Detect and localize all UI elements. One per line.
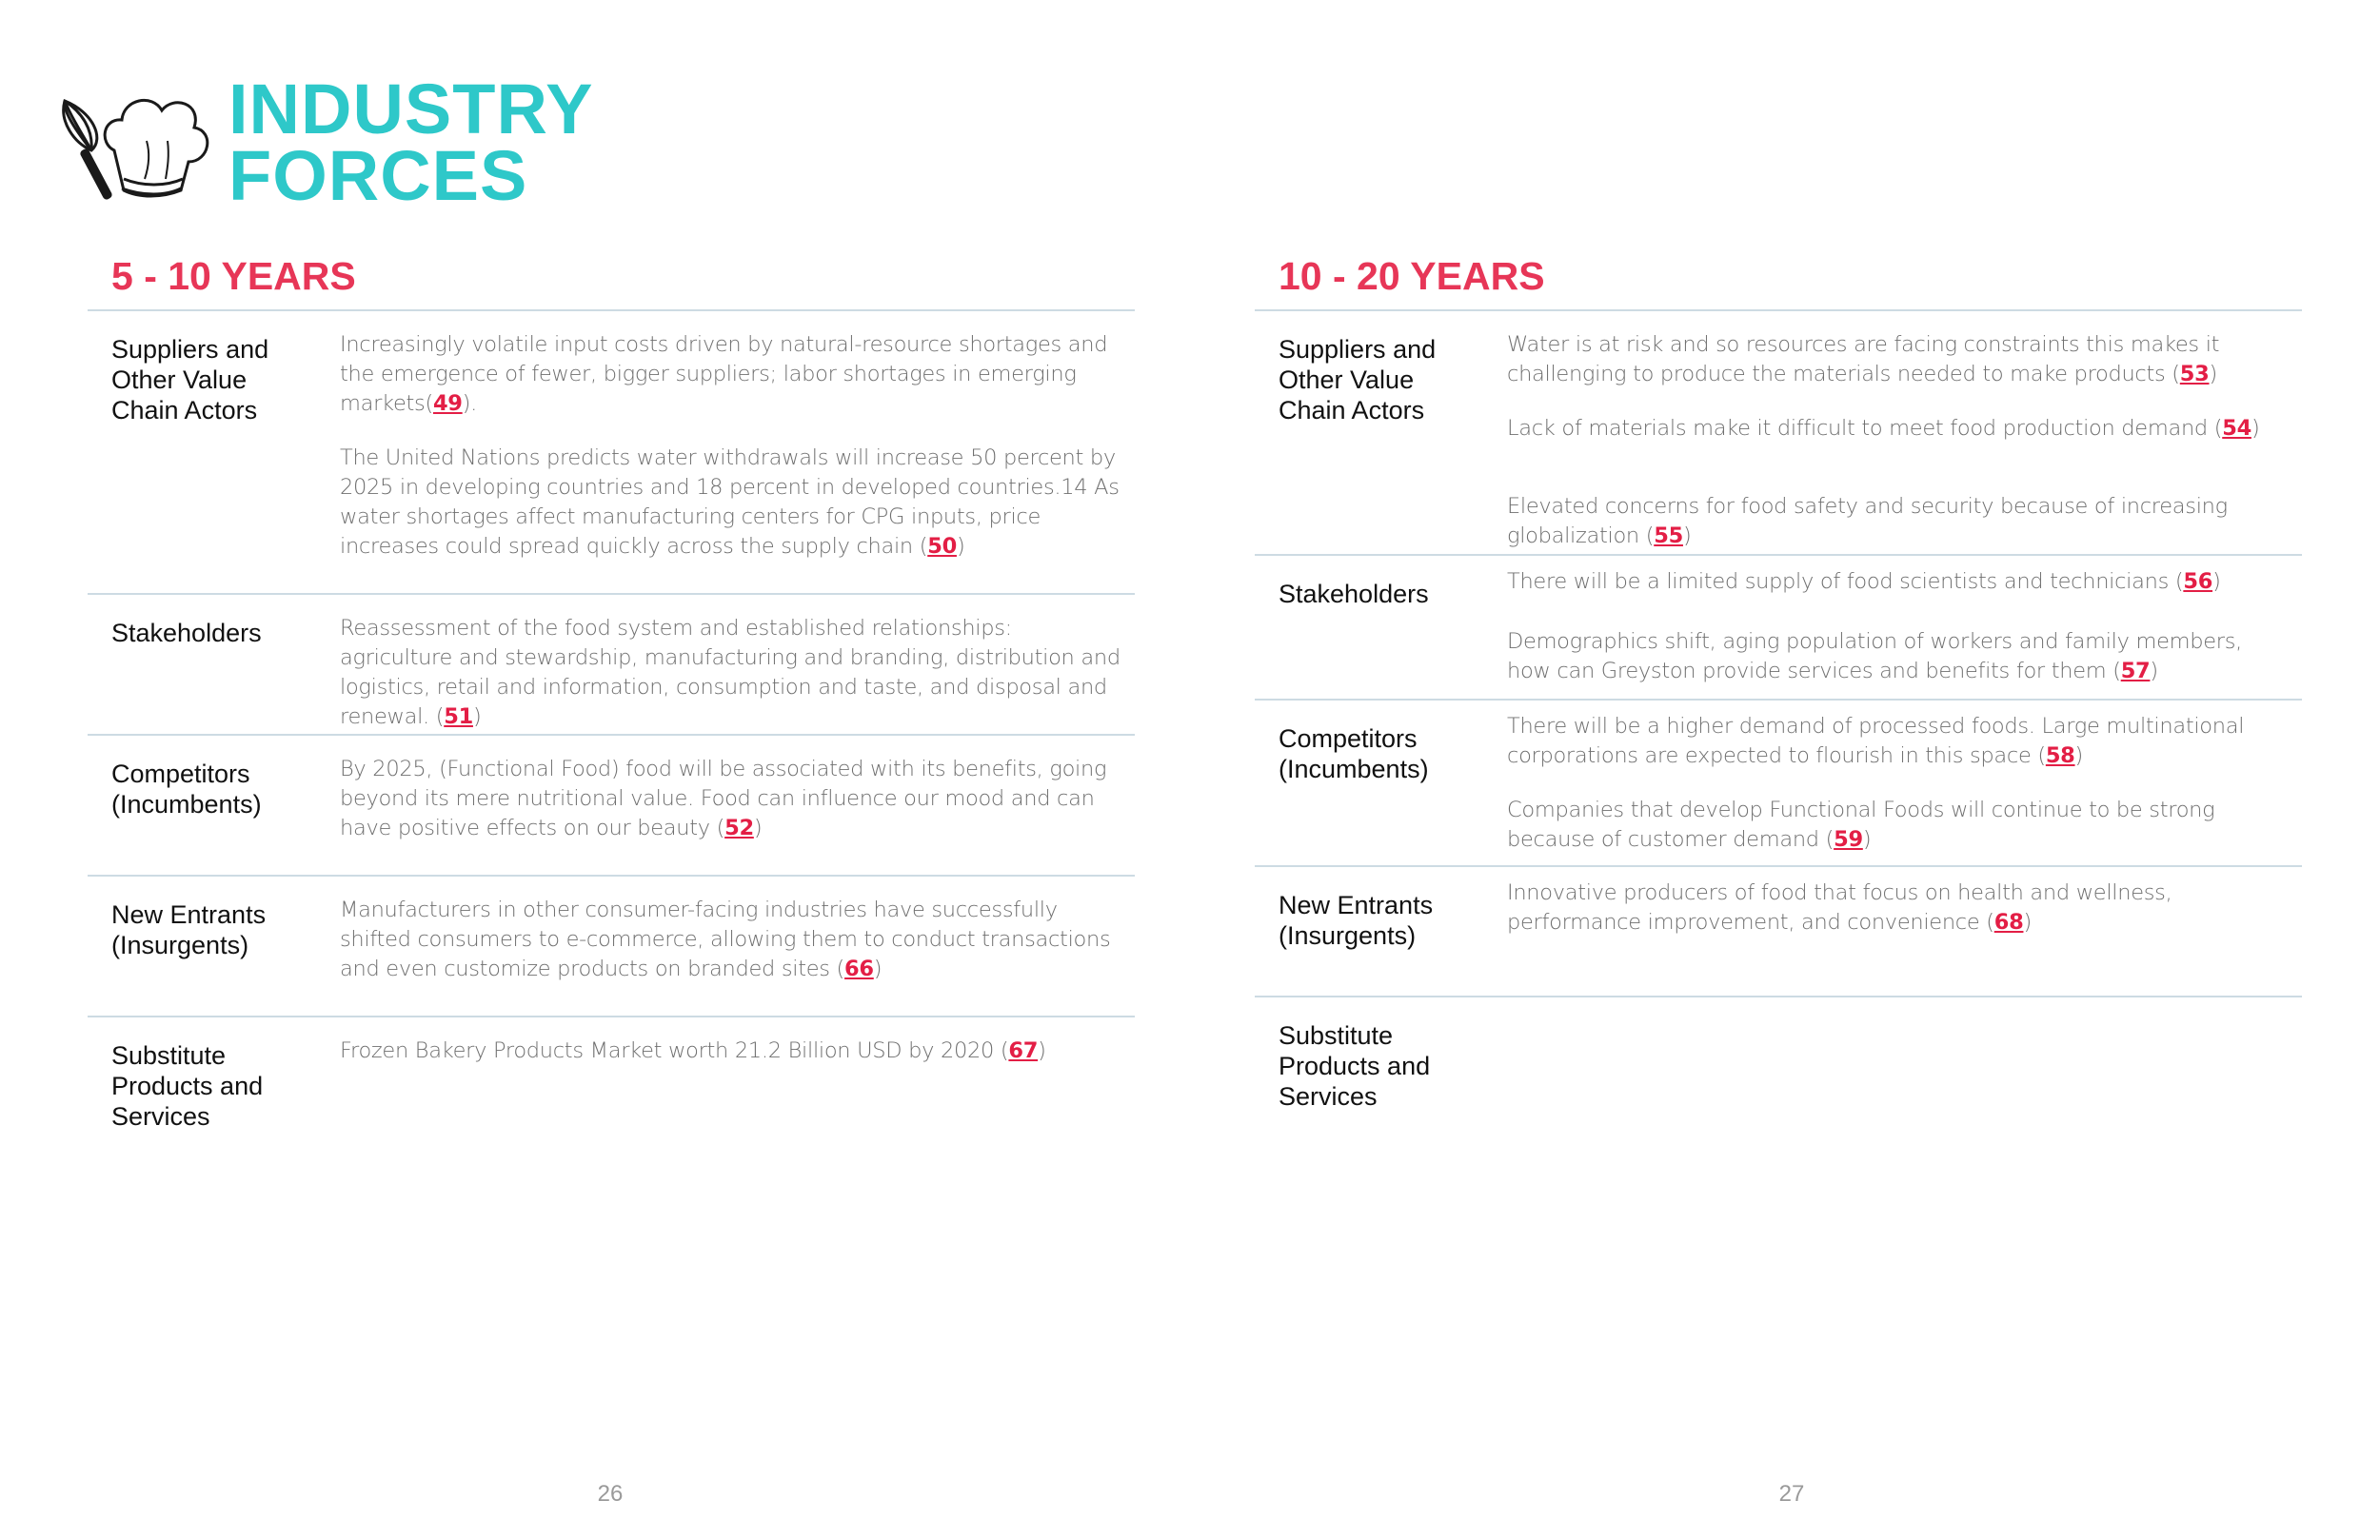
list-item: Demographics shift, aging population of workers and family members, how can Greyston provide services and benefits for them (57): [1507, 629, 2243, 683]
row-label: Stakeholders: [111, 619, 262, 647]
list-item: Companies that develop Functional Foods will continue to be strong because of customer demand (59): [1507, 798, 2215, 852]
right-column-heading: 10 - 20 YEARS: [1255, 249, 2302, 311]
reference-link[interactable]: 66: [844, 957, 874, 981]
right-row-new-entrants: [1255, 867, 2302, 997]
left-column-heading: 5 - 10 YEARS: [88, 249, 1135, 311]
page-number-right: 27: [1778, 1481, 1805, 1507]
right-column: [1255, 249, 2302, 1131]
list-item: Elevated concerns for food safety and security because of increasing globalization (55): [1507, 494, 2228, 548]
left-column: [88, 249, 1135, 1151]
reference-link[interactable]: 67: [1008, 1038, 1039, 1063]
reference-link[interactable]: 56: [2183, 569, 2213, 594]
reference-link[interactable]: 58: [2045, 743, 2075, 768]
row-label: Suppliers and Other Value Chain Actors: [1279, 335, 1437, 424]
list-item: There will be a limited supply of food scientists and technicians (56): [1507, 569, 2221, 594]
list-item: Innovative producers of food that focus on health and wellness, performance improvement, and convenience (68): [1507, 880, 2172, 935]
left-row-competitors: [88, 736, 1135, 877]
list-item: Reassessment of the food system and established relationships: agriculture and stewardship, manufacturing and branding, distribution and logistics, retail and information, consumption and taste, and disposal and renewal. (51): [340, 616, 1121, 729]
page-title-line-1: INDUSTRY: [228, 69, 594, 148]
reference-link[interactable]: 51: [444, 704, 473, 729]
left-row-stakeholders: [88, 595, 1135, 736]
list-item: Manufacturers in other consumer-facing industries have successfully shifted consumers to e-commerce, allowing them to conduct transactions and even customize products on branded sites (66): [340, 898, 1111, 981]
reference-link[interactable]: 59: [1834, 827, 1863, 852]
reference-link[interactable]: 57: [2120, 659, 2151, 683]
whisk-and-chef-hat-icon: [55, 84, 227, 217]
right-row-substitutes: [1255, 997, 2302, 1131]
left-row-suppliers: [88, 311, 1135, 595]
reference-link[interactable]: 53: [2179, 362, 2210, 386]
right-row-competitors: [1255, 701, 2302, 867]
row-label: Stakeholders: [1279, 580, 1429, 608]
list-item: Lack of materials make it difficult to meet food production demand (54): [1507, 416, 2260, 441]
left-row-new-entrants: [88, 877, 1135, 1017]
left-row-substitutes: [88, 1017, 1135, 1151]
row-label: Competitors (Incumbents): [111, 760, 262, 819]
row-label: Substitute Products and Services: [1279, 1021, 1431, 1111]
row-label: Suppliers and Other Value Chain Actors: [111, 335, 269, 424]
reference-link[interactable]: 55: [1654, 523, 1683, 548]
list-item: Frozen Bakery Products Market worth 21.2 Billion USD by 2020 (67): [340, 1038, 1046, 1063]
row-label: Substitute Products and Services: [111, 1041, 264, 1131]
page-number-left: 26: [597, 1481, 624, 1507]
reference-link[interactable]: 52: [724, 816, 754, 840]
reference-link[interactable]: 68: [1993, 910, 2024, 935]
reference-link[interactable]: 54: [2222, 416, 2251, 441]
list-item: There will be a higher demand of processed foods. Large multinational corporations are expected to flourish in this space (58): [1507, 714, 2245, 768]
row-label: Competitors (Incumbents): [1279, 724, 1429, 783]
row-label: New Entrants (Insurgents): [1279, 891, 1434, 950]
page-title: [228, 69, 594, 215]
page-title-line-2: FORCES: [228, 136, 528, 215]
right-row-suppliers: [1255, 311, 2302, 556]
row-label: New Entrants (Insurgents): [111, 900, 267, 959]
list-item: By 2025, (Functional Food) food will be associated with its benefits, going beyond its mere nutritional value. Food can influence our mood and can have positive effects on our beauty (52): [340, 757, 1107, 840]
reference-link[interactable]: 50: [927, 534, 957, 559]
list-item: The United Nations predicts water withdrawals will increase 50 percent by 2025 in developing countries and 18 percent in developed countries.14 As water shortages affect manufacturing centers for CPG inputs, price increases could spread quickly across the supply chain (50): [340, 445, 1120, 559]
reference-link[interactable]: 49: [432, 391, 463, 416]
list-item: Water is at risk and so resources are facing constraints this makes it challenging to produce the materials needed to make products (53): [1507, 332, 2220, 386]
list-item: Increasingly volatile input costs driven by natural-resource shortages and the emergence of fewer, bigger suppliers; labor shortages in emerging markets(49).: [340, 332, 1108, 416]
right-row-stakeholders: [1255, 556, 2302, 701]
